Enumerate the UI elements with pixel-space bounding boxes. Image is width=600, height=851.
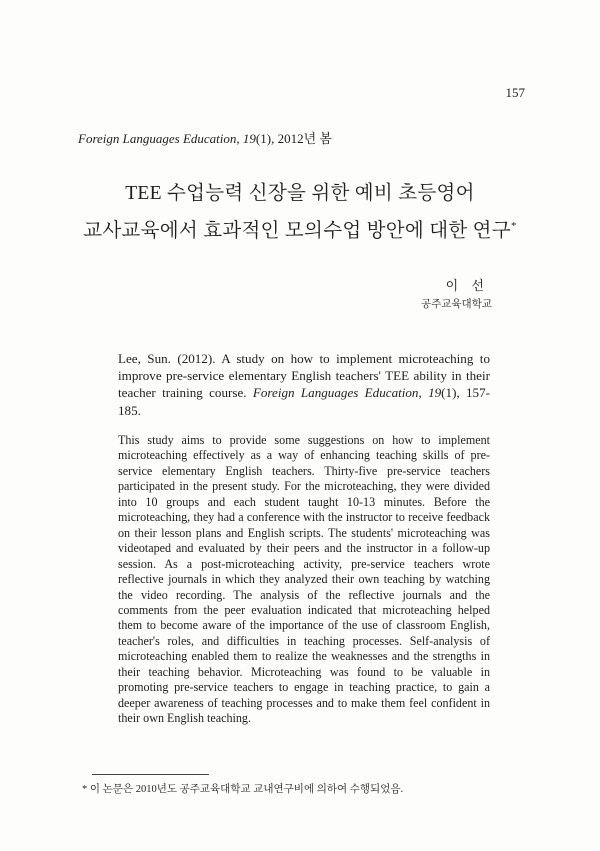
citation-pages: (1), 157-185. xyxy=(118,385,491,418)
author-name: 이 선 xyxy=(445,278,489,293)
journal-issue-year: (1), 2012년 봄 xyxy=(255,131,332,146)
footnote-mark: * xyxy=(510,220,517,232)
author-affiliation: 공주교육대학교 xyxy=(420,299,492,310)
page-number: 157 xyxy=(505,85,525,100)
title-line-2 xyxy=(0,210,600,248)
citation xyxy=(118,350,490,419)
abstract: This study aims to provide some suggestions on how to implement microteaching effectively as a way of enhancing teaching skills of pre-service elementary English teachers. Thirty-five pre-service teachers participated in the present study. For the microteaching, they were divided into 10 groups and each student taught 10-13 minutes. Before the microteaching, they had a conference with the instructor to receive feedback on their lesson plans and English scripts. The students' microteaching was videotaped and evaluated by their peers and the instructor in a follow-up session. As a post-microteaching activity, pre-service teachers wrote reflective journals in which they analyzed their own teaching by watching the video recording. The analysis of the reflective journals and the comments from the peer evaluation indicated that microteaching helped them to become aware of the importance of the use of classroom English, teacher's roles, and difficulties in teaching processes. Self-analysis of microteaching enabled them to realize the weaknesses and the strengths in their teaching behavior. Microteaching was found to be valuable in promoting pre-service teachers to engage in teaching practice, to gain a deeper awareness of teaching processes and to make them feel confident in their own English teaching. xyxy=(118,433,490,726)
footnote: * 이 논문은 2010년도 공주교육대학교 교내연구비에 의하여 수행되었음. xyxy=(82,784,404,795)
citation-volume: 19 xyxy=(428,385,442,401)
title-line-1: TEE 수업능력 신장을 위한 예비 초등영어 xyxy=(125,183,475,204)
paper-title xyxy=(0,178,600,248)
journal-header xyxy=(78,128,332,147)
title-line-2-text: 교사교육에서 효과적인 모의수업 방안에 대한 연구 xyxy=(83,220,511,242)
journal-name: Foreign Languages Education, xyxy=(78,131,240,146)
citation-journal: Foreign Languages Education, xyxy=(252,385,422,401)
citation-text: Lee, Sun. (2012). A study on how to implement microteaching to improve pre-service elementary English teachers' TEE ability in their teacher training course. xyxy=(118,351,490,401)
footnote-divider xyxy=(92,774,209,775)
journal-volume: 19 xyxy=(242,131,256,146)
